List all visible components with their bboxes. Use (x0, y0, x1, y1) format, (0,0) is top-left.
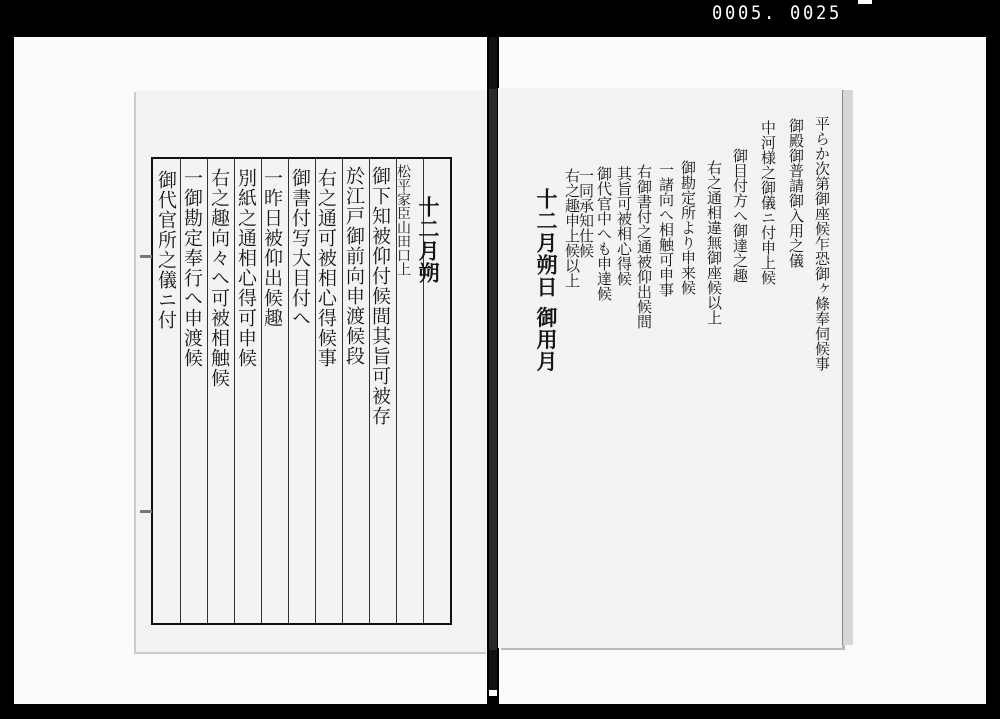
binding-thread (140, 510, 152, 513)
left-page-heading: 十二月朔 (416, 196, 441, 284)
right-page-column: 平らか次第御座候乍恐御ヶ條奉伺候事 (813, 116, 831, 371)
left-page-column: 右之通可被相心得候事 (315, 168, 337, 368)
gutter-strip (489, 88, 497, 653)
left-page-column: 別紙之通相心得可申候 (235, 168, 257, 368)
left-page-column: 於江戸御前向申渡候段 (343, 166, 365, 366)
right-page-signature: 十二月朔日 御用月 (534, 188, 559, 373)
right-page-column: 一諸向へ相触可申事 (657, 162, 675, 297)
ribbon-bottom (489, 650, 497, 696)
right-page-column: 一同承知仕候 (577, 168, 595, 258)
left-page-column: 一御勘定奉行へ申渡候 (181, 168, 203, 368)
binding-thread (140, 255, 152, 258)
right-page-column: 右御書付之通被仰出候間 (635, 164, 653, 329)
left-page-column: 右之趣向々へ可被相触候 (208, 168, 230, 388)
left-page-column: 松平家臣山田口上 (395, 164, 411, 276)
left-page-column: 御下知被仰付候間其旨可被存 (369, 166, 391, 426)
right-page-column: 其旨可被相心得候 (615, 166, 633, 286)
right-page-column: 御勘定所より申来候 (679, 160, 697, 295)
left-page-column: 御書付写大目付へ (289, 168, 311, 328)
right-page-column: 右之趣申上候以上 (563, 168, 581, 288)
right-page-column: 中河様之御儀ニ付申上候 (759, 120, 777, 285)
right-page-column: 御目付方へ御達之趣 (731, 148, 749, 283)
right-page-column: 御殿御普請御入用之儀 (787, 118, 805, 268)
right-page-column: 右之通相違無御座候以上 (705, 160, 723, 325)
ribbon-top (489, 37, 497, 89)
frame-edge-mark (858, 0, 872, 4)
right-page-column: 御代官中へも申達候 (595, 166, 613, 301)
right-page-fore-edge (842, 90, 853, 645)
frame-number: 0005. 0025 (712, 2, 842, 24)
left-page-column: 御代官所之儀ニ付 (155, 170, 177, 330)
left-page-column: 一昨日被仰出候趣 (261, 168, 283, 328)
